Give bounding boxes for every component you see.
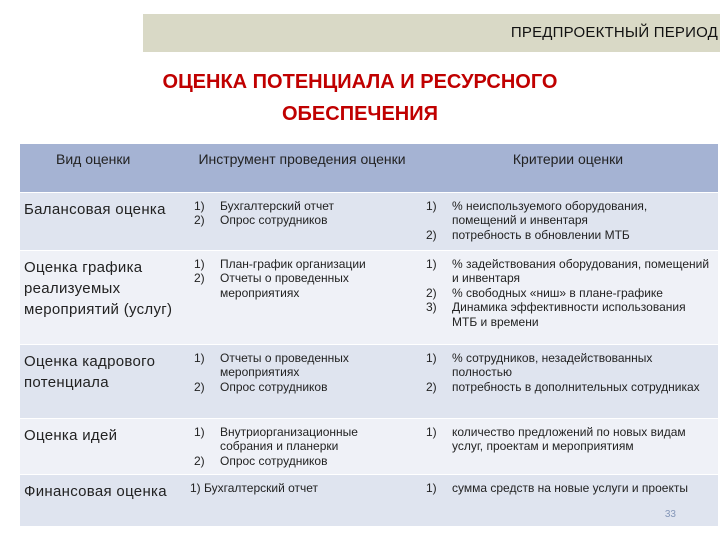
tool-item (190, 454, 412, 469)
tool-item (190, 351, 412, 380)
tool-number: 1) (194, 256, 205, 271)
tool-item (190, 271, 412, 300)
tool-number: 2) (194, 213, 205, 227)
tool-text: Опрос сотрудников (220, 453, 328, 468)
criterion-item (422, 380, 712, 395)
table-row (20, 192, 718, 250)
tool-item (190, 257, 412, 272)
tool-text: План-график организации (220, 256, 366, 271)
criterion-item (422, 228, 712, 243)
criterion-cell (418, 250, 718, 344)
tool-number: 2) (194, 453, 205, 468)
table-header-row (20, 144, 718, 192)
criterion-text: сумма средств на новые услуги и проекты (452, 480, 688, 495)
criterion-text: % задействования оборудования, помещений и инвентаря (452, 256, 710, 285)
criterion-item (422, 425, 712, 454)
criterion-number: 1) (426, 350, 437, 365)
criterion-number: 2) (426, 285, 437, 300)
tool-cell (186, 344, 418, 418)
tool-number: 2) (194, 271, 205, 285)
criterion-text: потребность в обновлении МТБ (452, 227, 630, 242)
column-header-tool: Инструмент проведения оценки (186, 144, 418, 192)
criterion-text: % сотрудников, незадействованных полностью (452, 350, 653, 379)
tool-number: 1) (194, 424, 205, 439)
criterion-item (422, 351, 712, 380)
criterion-number: 1) (426, 480, 437, 495)
criterion-item (422, 257, 712, 286)
tool-cell (186, 474, 418, 526)
tool-text: Бухгалтерский отчет (220, 198, 335, 213)
assessment-type: Финансовая оценка (20, 474, 186, 526)
tool-text: Опрос сотрудников (220, 379, 328, 394)
tool-item (190, 481, 412, 496)
tool-item (190, 199, 412, 214)
criterion-item (422, 481, 712, 496)
criterion-number: 1) (426, 424, 437, 439)
tool-text: Опрос сотрудников (220, 213, 328, 227)
criterion-cell (418, 192, 718, 250)
column-header-type: Вид оценки (20, 144, 186, 192)
criterion-item (422, 300, 712, 329)
criterion-text: Динамика эффективности использования МТБ и времени (452, 300, 686, 329)
assessment-type: Оценка кадрового потенциала (20, 344, 186, 418)
criterion-item (422, 199, 712, 228)
section-header-bar (143, 14, 720, 52)
title-line-2: ОБЕСПЕЧЕНИЯ (281, 103, 438, 125)
assessment-type: Балансовая оценка (20, 192, 186, 250)
page-number: 33 (664, 509, 676, 520)
tool-item (190, 380, 412, 395)
tool-text: Отчеты о проведенных мероприятиях (220, 271, 349, 300)
criterion-cell (418, 344, 718, 418)
criterion-text: количество предложений по новых видам услуг, проектам и мероприятиям (452, 424, 686, 453)
section-header: ПРЕДПРОЕКТНЫЙ ПЕРИОД (510, 24, 718, 41)
tool-item (190, 213, 412, 228)
criterion-number: 3) (426, 300, 437, 314)
slide-title (0, 66, 720, 130)
criterion-text: % свободных «ниш» в плане-графике (452, 285, 663, 300)
criterion-number: 2) (426, 227, 437, 242)
criterion-text: потребность в дополнительных сотрудниках (452, 379, 700, 394)
title-line-1: ОЦЕНКА ПОТЕНЦИАЛА И РЕСУРСНОГО (162, 71, 558, 93)
criterion-number: 1) (426, 256, 437, 271)
tool-item (190, 425, 412, 454)
tool-text: 1) Бухгалтерский отчет (190, 480, 319, 495)
tool-cell (186, 192, 418, 250)
tool-text: Отчеты о проведенных мероприятиях (220, 350, 349, 379)
tool-number: 2) (194, 379, 205, 394)
assessment-type: Оценка графика реализуемых мероприятий (услуг) (20, 250, 186, 344)
assessment-type: Оценка идей (20, 418, 186, 474)
tool-cell (186, 418, 418, 474)
table-row (20, 344, 718, 418)
table-row (20, 418, 718, 474)
tool-number: 1) (194, 198, 205, 213)
tool-text: Внутриорганизационные собрания и планерки (220, 424, 358, 453)
tool-number: 1) (194, 350, 205, 365)
criterion-text: % неиспользуемого оборудования, помещений и инвентаря (452, 198, 648, 227)
criterion-number: 2) (426, 379, 437, 394)
criterion-cell (418, 418, 718, 474)
assessment-table (20, 144, 718, 527)
criterion-number: 1) (426, 198, 437, 213)
criterion-item (422, 286, 712, 301)
table-row (20, 250, 718, 344)
tool-cell (186, 250, 418, 344)
column-header-criteria: Критерии оценки (418, 144, 718, 192)
table-row (20, 474, 718, 526)
